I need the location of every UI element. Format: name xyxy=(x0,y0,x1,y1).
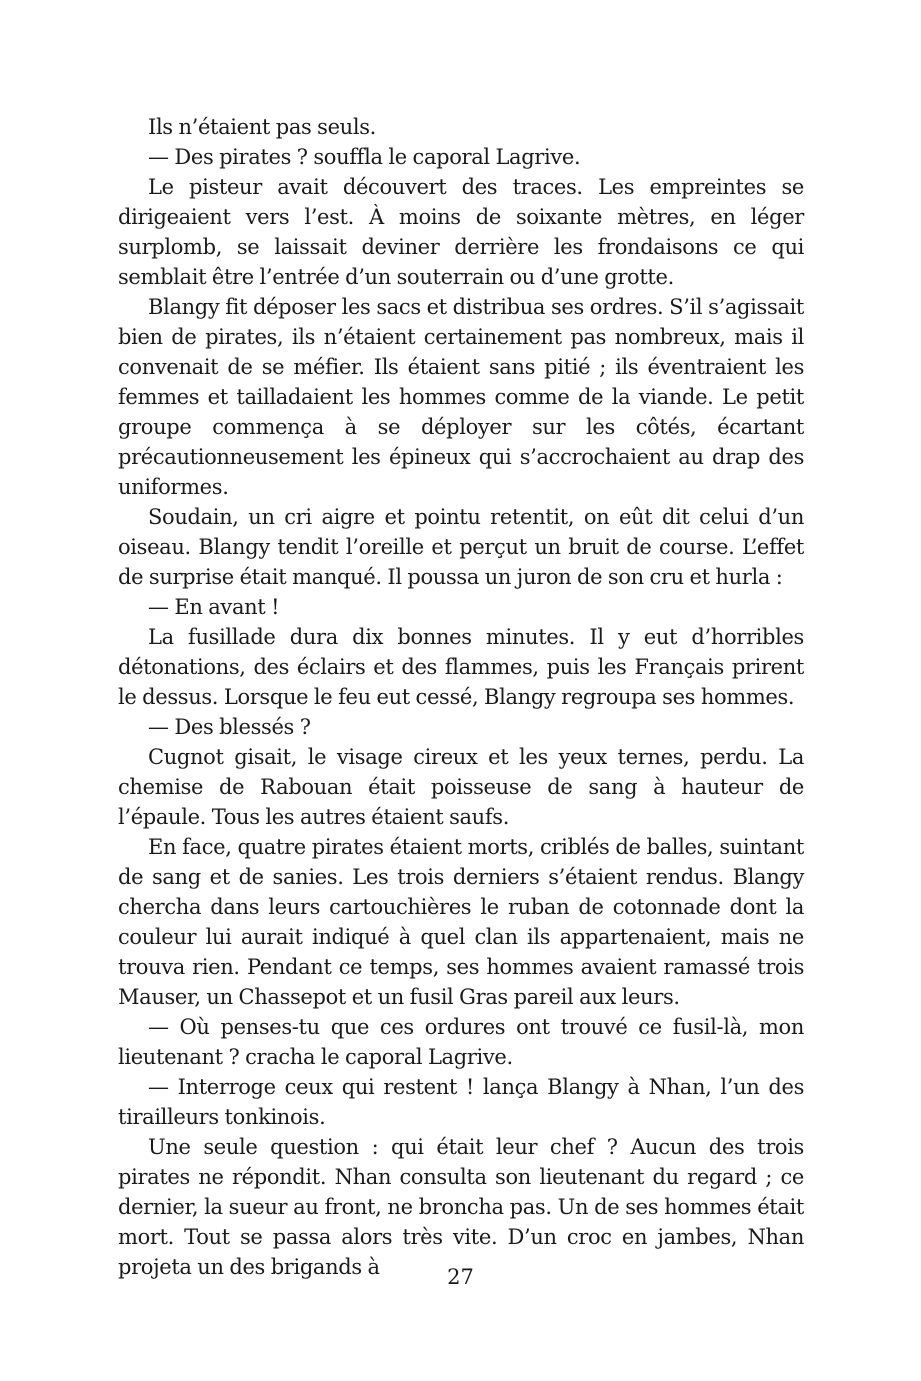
page-body xyxy=(118,112,804,1282)
paragraph: Soudain, un cri aigre et pointu retentit, on eût dit celui d’un oiseau. Blangy tendit l’oreille et perçut un bruit de course. L’effet de surprise était manqué. Il poussa un juron de son cru et hurla : xyxy=(118,505,804,589)
paragraph: Ils n’étaient pas seuls. xyxy=(148,115,376,139)
paragraph: En face, quatre pirates étaient morts, criblés de balles, suintant de sang et de sanies. Les trois derniers s’étaient rendus. Blangy chercha dans leurs cartouchières le ruban de cotonnade dont la couleur lui aurait indiqué à quel clan ils appartenaient, mais ne trouva rien. Pendant ce temps, ses hommes avaient ramassé trois Mauser, un Chassepot et un fusil Gras pareil aux leurs. xyxy=(118,835,804,1009)
paragraph: Cugnot gisait, le visage cireux et les yeux ternes, perdu. La chemise de Rabouan était poisseuse de sang à hauteur de l’épaule. Tous les autres étaient saufs. xyxy=(118,745,804,829)
paragraph: — Des pirates ? souffla le caporal Lagrive. xyxy=(148,145,581,169)
paragraph: La fusillade dura dix bonnes minutes. Il y eut d’horribles détonations, des éclairs et des flammes, puis les Français prirent le dessus. Lorsque le feu eut cessé, Blangy regroupa ses hommes. xyxy=(118,625,804,709)
paragraph: — Où penses-tu que ces ordures ont trouvé ce fusil-là, mon lieutenant ? cracha le caporal Lagrive. xyxy=(118,1015,804,1069)
paragraph: — Des blessés ? xyxy=(148,715,311,739)
paragraph: Blangy fit déposer les sacs et distribua ses ordres. S’il s’agissait bien de pirates, ils n’étaient certainement pas nombreux, mais il convenait de se méfier. Ils étaient sans pitié ; ils éventraient les femmes et tailladaient les hommes comme de la viande. Le petit groupe commença à se déployer sur les côtés, écartant précautionneusement les épineux qui s’accrochaient au drap des uniformes. xyxy=(118,295,804,499)
page-number: 27 xyxy=(447,1265,474,1289)
paragraph: — Interroge ceux qui restent ! lança Blangy à Nhan, l’un des tirailleurs tonkinois. xyxy=(118,1075,804,1129)
paragraph: Le pisteur avait découvert des traces. Les empreintes se dirigeaient vers l’est. À moins de soixante mètres, en léger surplomb, se laissait deviner derrière les frondaisons ce qui semblait être l’entrée d’un souterrain ou d’une grotte. xyxy=(118,175,804,289)
paragraph: — En avant ! xyxy=(148,595,280,619)
paragraph: Une seule question : qui était leur chef ? Aucun des trois pirates ne répondit. Nhan consulta son lieutenant du regard ; ce dernier, la sueur au front, ne broncha pas. Un de ses hommes était mort. Tout se passa alors très vite. D’un croc en jambes, Nhan projeta un des brigands à xyxy=(118,1135,804,1279)
